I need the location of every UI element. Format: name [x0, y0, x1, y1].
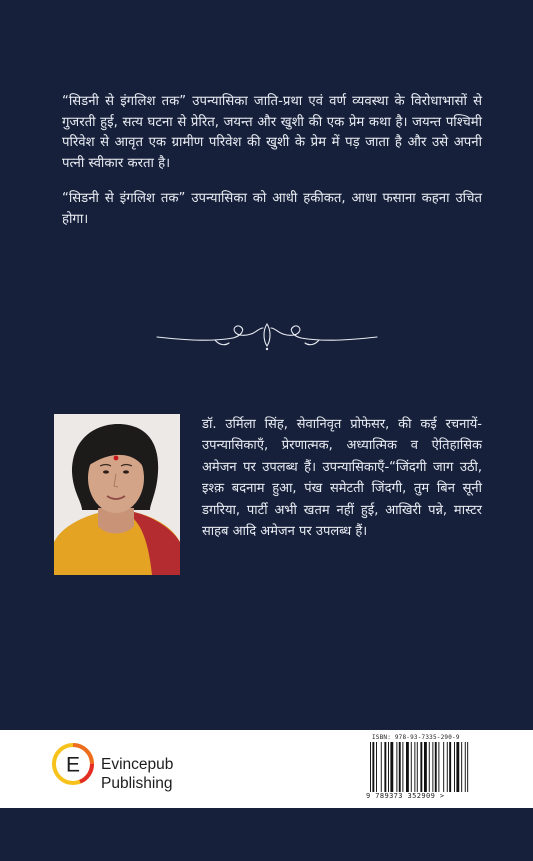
author-photo	[54, 414, 180, 575]
blurb-paragraph-2: “सिडनी से इंगलिश तक” उपन्यासिका को आधी हकीकत, आधा फसाना कहना उचित होगा।	[62, 191, 482, 227]
ornament-divider-icon	[155, 318, 379, 354]
bottom-band	[0, 808, 533, 861]
blurb-paragraph-1: “सिडनी से इंगलिश तक” उपन्यासिका जाति-प्रथा एवं वर्ण व्यवस्था के विरोधाभासों से गुजरती हुई, सत्य घटना से प्रेरित, जयन्त और खुशी की एक प्रेम कथा है। जयन्त पश्चिमी परिवेश से आवृत एक ग्रामीण परिवेश की खुशी के प्रेम में पड़ जाता है और उसे अपनी पत्नी स्वीकार करता है।	[62, 94, 482, 171]
back-cover-blurb	[62, 92, 482, 245]
publisher-name-line2: Publishing	[101, 775, 173, 792]
author-bio: डॉ. उर्मिला सिंह, सेवानिवृत प्रोफेसर, की कई रचनायें-उपन्यासिकाएँ, प्रेरणात्मक, अध्यात्मिक व ऐतिहासिक अमेजन पर उपलब्ध हैं। उपन्यासिकाएँ-“जिंदगी जाग उठी, इश्क़ बदनाम हुआ, पंख समेटती जिंदगी, तुम बिन सूनी डगरिया, पार्टी अभी खतम नहीं हुई, आखिरी पन्ने, मास्टर साहब आदि अमेजन पर उपलब्ध हैं।	[202, 417, 482, 540]
publisher-logo-icon	[52, 743, 94, 785]
barcode-icon	[370, 742, 485, 792]
barcode-digits: 9 789373 352909 >	[366, 792, 445, 800]
logo-letter: E	[65, 753, 81, 777]
author-portrait-image	[54, 414, 180, 575]
publisher-logo	[52, 743, 212, 803]
isbn-label: ISBN: 978-93-7335-290-9	[372, 734, 460, 741]
publisher-name-line1: Evincepub	[101, 756, 174, 773]
